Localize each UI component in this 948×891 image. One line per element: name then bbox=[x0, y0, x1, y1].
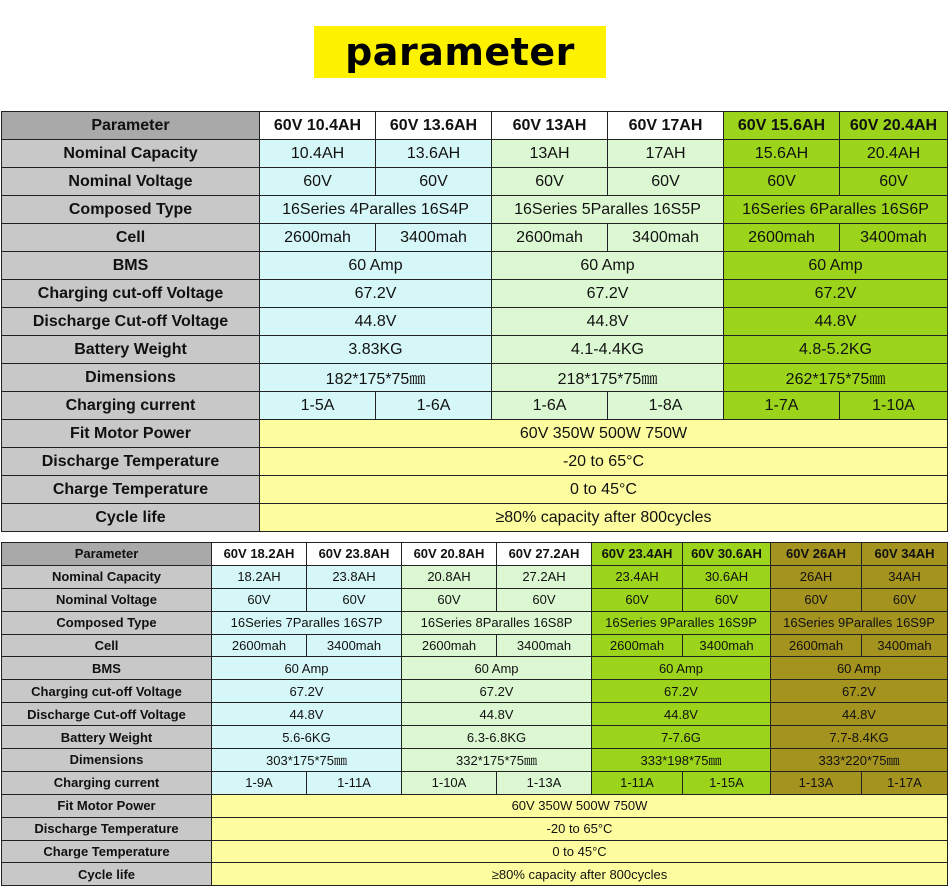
table-cell: 67.2V bbox=[771, 680, 948, 703]
table-row bbox=[2, 680, 948, 703]
row-label: Discharge Temperature bbox=[2, 817, 212, 840]
table-row bbox=[2, 840, 948, 863]
table-cell: 44.8V bbox=[492, 308, 724, 336]
column-header: 60V 23.4AH bbox=[592, 543, 683, 566]
table-cell: 60 Amp bbox=[592, 657, 771, 680]
row-label: Parameter bbox=[2, 543, 212, 566]
row-label: Charge Temperature bbox=[2, 840, 212, 863]
table-cell: 60 Amp bbox=[402, 657, 592, 680]
table-row bbox=[2, 703, 948, 726]
table-cell: 3400mah bbox=[683, 634, 771, 657]
table-cell: 1-6A bbox=[492, 392, 608, 420]
row-label: Composed Type bbox=[2, 611, 212, 634]
table-cell: 2600mah bbox=[212, 634, 307, 657]
table-cell: 67.2V bbox=[260, 280, 492, 308]
table-cell: 67.2V bbox=[402, 680, 592, 703]
table-cell: 7.7-8.4KG bbox=[771, 726, 948, 749]
column-header: 60V 13AH bbox=[492, 112, 608, 140]
table-row bbox=[2, 168, 948, 196]
row-label: Dimensions bbox=[2, 749, 212, 772]
row-label: Composed Type bbox=[2, 196, 260, 224]
table-cell: 60V bbox=[307, 588, 402, 611]
table-cell: -20 to 65°C bbox=[212, 817, 948, 840]
table-cell: 5.6-6KG bbox=[212, 726, 402, 749]
table-cell: 2600mah bbox=[771, 634, 862, 657]
table-row bbox=[2, 224, 948, 252]
table-cell: 3400mah bbox=[376, 224, 492, 252]
title-banner bbox=[314, 26, 606, 78]
table-cell: 20.4AH bbox=[840, 140, 948, 168]
spec-table-1 bbox=[1, 111, 948, 532]
table-cell: 1-15A bbox=[683, 771, 771, 794]
table-cell: 16Series 8Paralles 16S8P bbox=[402, 611, 592, 634]
table-cell: 60V bbox=[608, 168, 724, 196]
row-label: Discharge Temperature bbox=[2, 448, 260, 476]
table-cell: 30.6AH bbox=[683, 565, 771, 588]
table-row bbox=[2, 336, 948, 364]
table-row bbox=[2, 565, 948, 588]
table-cell: 262*175*75㎜ bbox=[724, 364, 948, 392]
table-cell: 60V bbox=[592, 588, 683, 611]
table-cell: 2600mah bbox=[724, 224, 840, 252]
table-cell: 26AH bbox=[771, 565, 862, 588]
table-row bbox=[2, 112, 948, 140]
table-row bbox=[2, 252, 948, 280]
column-header: 60V 20.8AH bbox=[402, 543, 497, 566]
table-cell: 60 Amp bbox=[724, 252, 948, 280]
table-cell: 67.2V bbox=[592, 680, 771, 703]
table-cell: ≥80% capacity after 800cycles bbox=[260, 504, 948, 532]
table-cell: 16Series 6Paralles 16S6P bbox=[724, 196, 948, 224]
table-row bbox=[2, 749, 948, 772]
table-cell: 1-11A bbox=[307, 771, 402, 794]
table-cell: 1-10A bbox=[402, 771, 497, 794]
table-row bbox=[2, 817, 948, 840]
table-cell: 60V bbox=[212, 588, 307, 611]
column-header: 60V 23.8AH bbox=[307, 543, 402, 566]
table-cell: 60V bbox=[771, 588, 862, 611]
row-label: Charging current bbox=[2, 392, 260, 420]
table-cell: 67.2V bbox=[724, 280, 948, 308]
table-cell: 6.3-6.8KG bbox=[402, 726, 592, 749]
row-label: Charge Temperature bbox=[2, 476, 260, 504]
table-cell: -20 to 65°C bbox=[260, 448, 948, 476]
table-cell: 44.8V bbox=[724, 308, 948, 336]
table-cell: 67.2V bbox=[492, 280, 724, 308]
table-cell: 1-13A bbox=[497, 771, 592, 794]
table-cell: 10.4AH bbox=[260, 140, 376, 168]
table-cell: 13.6AH bbox=[376, 140, 492, 168]
table-cell: 44.8V bbox=[402, 703, 592, 726]
table-cell: 4.1-4.4KG bbox=[492, 336, 724, 364]
table-cell: 44.8V bbox=[212, 703, 402, 726]
column-header: 60V 27.2AH bbox=[497, 543, 592, 566]
table-cell: 332*175*75㎜ bbox=[402, 749, 592, 772]
table-cell: 3400mah bbox=[497, 634, 592, 657]
row-label: Charging cut-off Voltage bbox=[2, 280, 260, 308]
table-row bbox=[2, 448, 948, 476]
row-label: Charging cut-off Voltage bbox=[2, 680, 212, 703]
table-cell: 0 to 45°C bbox=[212, 840, 948, 863]
column-header: 60V 18.2AH bbox=[212, 543, 307, 566]
table-cell: 3400mah bbox=[840, 224, 948, 252]
table-cell: 60V bbox=[376, 168, 492, 196]
column-header: 60V 20.4AH bbox=[840, 112, 948, 140]
table-cell: 3.83KG bbox=[260, 336, 492, 364]
table-cell: 16Series 5Paralles 16S5P bbox=[492, 196, 724, 224]
table-cell: 60 Amp bbox=[260, 252, 492, 280]
table-cell: 1-8A bbox=[608, 392, 724, 420]
table-cell: 17AH bbox=[608, 140, 724, 168]
row-label: Cell bbox=[2, 634, 212, 657]
row-label: Fit Motor Power bbox=[2, 420, 260, 448]
table-cell: 60V bbox=[724, 168, 840, 196]
row-label: Cell bbox=[2, 224, 260, 252]
column-header: 60V 17AH bbox=[608, 112, 724, 140]
table-row bbox=[2, 771, 948, 794]
table-row bbox=[2, 280, 948, 308]
column-header: 60V 34AH bbox=[862, 543, 948, 566]
table-cell: ≥80% capacity after 800cycles bbox=[212, 863, 948, 886]
table-cell: 333*198*75㎜ bbox=[592, 749, 771, 772]
column-header: 60V 13.6AH bbox=[376, 112, 492, 140]
table-cell: 1-13A bbox=[771, 771, 862, 794]
table-cell: 60 Amp bbox=[771, 657, 948, 680]
table-cell: 60V bbox=[497, 588, 592, 611]
table-cell: 27.2AH bbox=[497, 565, 592, 588]
table-cell: 44.8V bbox=[592, 703, 771, 726]
table-cell: 1-17A bbox=[862, 771, 948, 794]
table-cell: 44.8V bbox=[771, 703, 948, 726]
column-header: 60V 10.4AH bbox=[260, 112, 376, 140]
table-cell: 16Series 9Paralles 16S9P bbox=[592, 611, 771, 634]
table-cell: 18.2AH bbox=[212, 565, 307, 588]
table-cell: 2600mah bbox=[492, 224, 608, 252]
table-cell: 1-6A bbox=[376, 392, 492, 420]
table-cell: 303*175*75㎜ bbox=[212, 749, 402, 772]
table-cell: 44.8V bbox=[260, 308, 492, 336]
table-cell: 16Series 7Paralles 16S7P bbox=[212, 611, 402, 634]
table-cell: 20.8AH bbox=[402, 565, 497, 588]
column-header: 60V 15.6AH bbox=[724, 112, 840, 140]
table-cell: 23.8AH bbox=[307, 565, 402, 588]
table-cell: 60V bbox=[492, 168, 608, 196]
row-label: Cycle life bbox=[2, 863, 212, 886]
row-label: Fit Motor Power bbox=[2, 794, 212, 817]
table-cell: 182*175*75㎜ bbox=[260, 364, 492, 392]
table-cell: 4.8-5.2KG bbox=[724, 336, 948, 364]
page-title: parameter bbox=[345, 30, 575, 74]
table-row bbox=[2, 392, 948, 420]
table-cell: 3400mah bbox=[307, 634, 402, 657]
table-cell: 67.2V bbox=[212, 680, 402, 703]
table-row bbox=[2, 588, 948, 611]
row-label: Nominal Capacity bbox=[2, 140, 260, 168]
table-row bbox=[2, 308, 948, 336]
row-label: Battery Weight bbox=[2, 336, 260, 364]
table-cell: 7-7.6G bbox=[592, 726, 771, 749]
table-cell: 60V bbox=[840, 168, 948, 196]
table-cell: 2600mah bbox=[592, 634, 683, 657]
table-row bbox=[2, 504, 948, 532]
table-row bbox=[2, 364, 948, 392]
table-cell: 15.6AH bbox=[724, 140, 840, 168]
table-cell: 3400mah bbox=[608, 224, 724, 252]
table-cell: 1-11A bbox=[592, 771, 683, 794]
table-cell: 1-10A bbox=[840, 392, 948, 420]
row-label: Nominal Voltage bbox=[2, 168, 260, 196]
table-cell: 60V bbox=[260, 168, 376, 196]
column-header: 60V 30.6AH bbox=[683, 543, 771, 566]
table-cell: 1-9A bbox=[212, 771, 307, 794]
table-row bbox=[2, 611, 948, 634]
table-row bbox=[2, 863, 948, 886]
table-cell: 60 Amp bbox=[492, 252, 724, 280]
row-label: Nominal Voltage bbox=[2, 588, 212, 611]
row-label: Cycle life bbox=[2, 504, 260, 532]
table-cell: 2600mah bbox=[260, 224, 376, 252]
table-cell: 1-7A bbox=[724, 392, 840, 420]
table-cell: 23.4AH bbox=[592, 565, 683, 588]
table-row bbox=[2, 634, 948, 657]
table-cell: 333*220*75㎜ bbox=[771, 749, 948, 772]
table-cell: 13AH bbox=[492, 140, 608, 168]
row-label: Battery Weight bbox=[2, 726, 212, 749]
table-row bbox=[2, 657, 948, 680]
spec-table-2 bbox=[1, 542, 948, 886]
table-cell: 16Series 4Paralles 16S4P bbox=[260, 196, 492, 224]
row-label: BMS bbox=[2, 657, 212, 680]
row-label: Charging current bbox=[2, 771, 212, 794]
table-cell: 2600mah bbox=[402, 634, 497, 657]
row-label: Parameter bbox=[2, 112, 260, 140]
table-cell: 218*175*75㎜ bbox=[492, 364, 724, 392]
table-cell: 60V bbox=[402, 588, 497, 611]
table-cell: 60V 350W 500W 750W bbox=[260, 420, 948, 448]
table-row bbox=[2, 476, 948, 504]
row-label: Nominal Capacity bbox=[2, 565, 212, 588]
table-cell: 60V 350W 500W 750W bbox=[212, 794, 948, 817]
table-row bbox=[2, 794, 948, 817]
row-label: Dimensions bbox=[2, 364, 260, 392]
table-cell: 0 to 45°C bbox=[260, 476, 948, 504]
table-cell: 3400mah bbox=[862, 634, 948, 657]
row-label: Discharge Cut-off Voltage bbox=[2, 703, 212, 726]
table-row bbox=[2, 420, 948, 448]
table-row bbox=[2, 726, 948, 749]
table-cell: 16Series 9Paralles 16S9P bbox=[771, 611, 948, 634]
table-cell: 1-5A bbox=[260, 392, 376, 420]
table-row bbox=[2, 196, 948, 224]
table-cell: 34AH bbox=[862, 565, 948, 588]
table-row bbox=[2, 140, 948, 168]
row-label: Discharge Cut-off Voltage bbox=[2, 308, 260, 336]
table-cell: 60 Amp bbox=[212, 657, 402, 680]
row-label: BMS bbox=[2, 252, 260, 280]
column-header: 60V 26AH bbox=[771, 543, 862, 566]
table-row bbox=[2, 543, 948, 566]
table-cell: 60V bbox=[683, 588, 771, 611]
table-cell: 60V bbox=[862, 588, 948, 611]
